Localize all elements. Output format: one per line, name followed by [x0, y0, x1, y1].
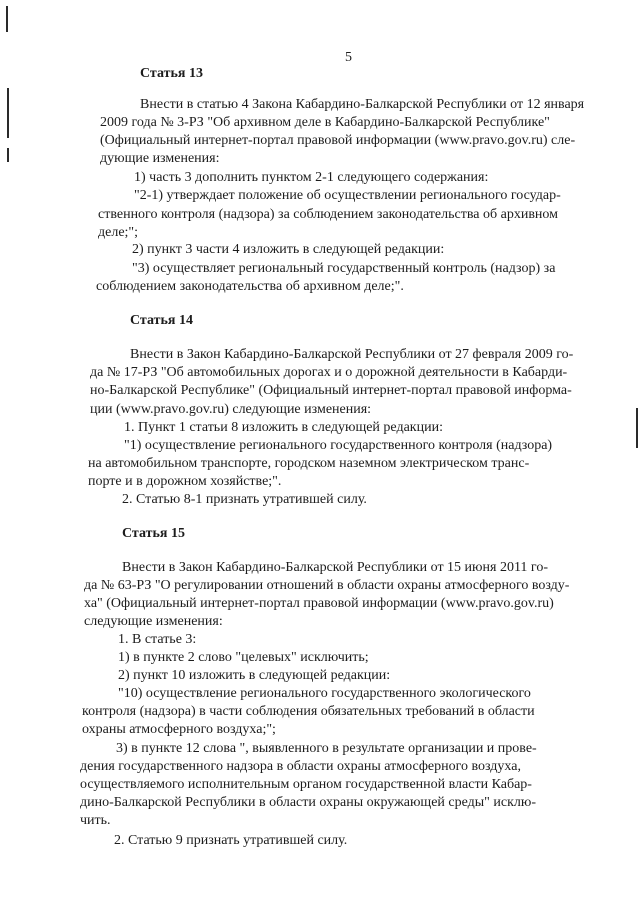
article-14-line: но-Балкарской Республике" (Официальный интернет-портал правовой информа- [90, 383, 572, 398]
article-15-line: 2. Статью 9 признать утратившей силу. [114, 833, 348, 848]
article-13-line: деле;"; [98, 225, 139, 240]
article-15-line: следующие изменения: [84, 614, 223, 629]
scan-mark-left-low [7, 148, 9, 162]
article-13-line: соблюдением законодательства об архивном деле;". [96, 279, 404, 294]
article-14-line: да № 17-РЗ "Об автомобильных дорогах и о дорожной деятельности в Кабарди- [90, 365, 568, 380]
article-14-line: порте и в дорожном хозяйстве;". [88, 474, 282, 489]
article-15-line: да № 63-РЗ "О регулировании отношений в области охраны атмосферного возду- [84, 578, 570, 593]
article-13-line: (Официальный интернет-портал правовой информации (www.pravo.gov.ru) сле- [100, 133, 576, 148]
article-15-line: осуществляемого исполнительным органом государственной власти Кабар- [80, 777, 532, 792]
article-14-line: ции (www.pravo.gov.ru) следующие изменения: [90, 402, 372, 417]
article-15-line: охраны атмосферного воздуха;"; [82, 722, 276, 737]
article-15-line: 2) пункт 10 изложить в следующей редакции: [118, 668, 391, 683]
scan-mark-right [636, 408, 638, 448]
article-13-line: Внести в статью 4 Закона Кабардино-Балкарской Республики от 12 января [140, 97, 585, 112]
article-14-heading: Статья 14 [130, 313, 193, 328]
article-15-line: дения государственного надзора в области охраны атмосферного воздуха, [80, 759, 521, 774]
article-13-line: ственного контроля (надзора) за соблюдением законодательства об архивном [98, 207, 559, 222]
article-15-line: ха" (Официальный интернет-портал правовой информации (www.pravo.gov.ru) [84, 596, 554, 611]
scan-mark-left-mid [7, 88, 9, 138]
article-15-heading: Статья 15 [122, 526, 185, 541]
article-13-line: "3) осуществляет региональный государственный контроль (надзор) за [132, 261, 556, 276]
article-15-line: 1) в пункте 2 слово "целевых" исключить; [118, 650, 369, 665]
article-13-heading: Статья 13 [140, 66, 203, 81]
article-15-line: Внести в Закон Кабардино-Балкарской Республики от 15 июня 2011 го- [122, 560, 548, 575]
article-15-line: 3) в пункте 12 слова ", выявленного в результате организации и прове- [116, 741, 537, 756]
article-13-line: "2-1) утверждает положение об осуществлении регионального государ- [134, 188, 561, 203]
article-15-line: чить. [80, 813, 111, 828]
article-15-line: дино-Балкарской Республики в области охраны окружающей среды" исклю- [80, 795, 537, 810]
page-number: 5 [345, 50, 352, 65]
article-13-line: 2) пункт 3 части 4 изложить в следующей редакции: [132, 242, 445, 257]
article-15-line: "10) осуществление регионального государственного экологического [118, 686, 531, 701]
article-15-line: 1. В статье 3: [118, 632, 197, 647]
article-14-line: 2. Статью 8-1 признать утратившей силу. [122, 492, 367, 507]
article-15-line: контроля (надзора) в части соблюдения обязательных требований в области [82, 704, 535, 719]
article-13-line: дующие изменения: [100, 151, 220, 166]
article-14-line: на автомобильном транспорте, городском наземном электрическом транс- [88, 456, 530, 471]
article-13-line: 1) часть 3 дополнить пунктом 2-1 следующего содержания: [134, 170, 489, 185]
scan-mark-left-top [6, 6, 8, 32]
article-14-line: Внести в Закон Кабардино-Балкарской Республики от 27 февраля 2009 го- [130, 347, 574, 362]
article-13-line: 2009 года № 3-РЗ "Об архивном деле в Кабардино-Балкарской Республике" [100, 115, 550, 130]
article-14-line: 1. Пункт 1 статьи 8 изложить в следующей редакции: [124, 420, 443, 435]
article-14-line: "1) осуществление регионального государственного контроля (надзора) [124, 438, 553, 453]
